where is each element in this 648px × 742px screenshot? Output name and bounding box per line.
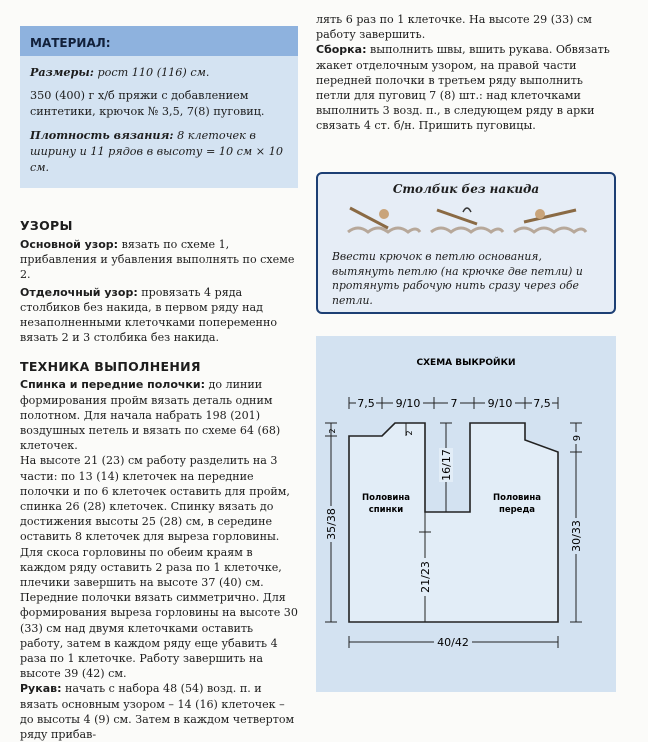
back-text: до линии формирования пройм вязать деталь одним полотном. Для начала набрать 198 (201) воздушных петель и вязать по схеме 64 (68) клеточек.: [20, 378, 281, 453]
left-column: [20, 26, 298, 742]
stitch-illustrations: [318, 200, 614, 244]
scheme-diagram: [316, 336, 616, 692]
right-column: [316, 12, 616, 134]
pattern-scheme: [316, 336, 616, 692]
left-small-dim: 2: [328, 428, 337, 434]
technique-heading: ТЕХНИКА ВЫПОЛНЕНИЯ: [20, 359, 201, 375]
left-dim: 35/38: [325, 508, 338, 540]
stitch-tip-box: [316, 172, 616, 314]
material-header: МАТЕРИАЛ:: [20, 26, 298, 56]
sleeve-text: начать с набора 48 (54) возд. п. и вязать основным узором – 14 (16) клеточек – до высоты 4 (9) см. Затем в каждом четвертом ряду прибав-: [20, 682, 295, 742]
split-text: На высоте 21 (23) см работу разделить на 3 части: по 13 (14) клеточек на передние полочки и по 6 клеточек оставить для пройм, спинка 26 (28) клеточек. Спинку вязать до достижения высоты 25 (28) см, в середине оставить 8 клеточек для выреза горловины. Для скоса горловины по обеим краям в каждом ряду оставить 2 раза по 1 клеточке, плечики завершить на высоте 37 (40) см. Передние полочки вязать симметрично. Для формирования выреза горловины на высоте 30 (33) см над двумя клеточками оставить работу, затем в каждом ряду еще убавить 4 раза по 1 клеточке. Работу завершить на высоте 39 (42) см.: [20, 454, 298, 681]
yarn-text: 350 (400) г х/б пряжи с добавлением синтетики, крючок № 3,5, 7(8) пуговиц.: [30, 89, 265, 118]
front-label-line-2: переда: [498, 505, 536, 515]
back-label-line-1: Половина: [362, 493, 410, 503]
finish-pattern-text: провязать 4 ряда столбиков без накида, в первом ряду над незаполненными клеточками попеременно вязать 2 и 3 столбика без накида.: [20, 285, 278, 345]
patterns-heading: УЗОРЫ: [20, 218, 73, 233]
material-box: [20, 26, 298, 188]
top-dim-3: 7: [450, 397, 458, 410]
pattern-outline: [349, 423, 558, 622]
neck-dim: 16/17: [440, 449, 453, 481]
sizes-value: рост 110 (116) см.: [93, 66, 210, 79]
sizes-label: Размеры:: [30, 65, 94, 79]
assembly-text: выполнить швы, вшить рукава. Обвязать жакет отделочным узором, на правой части передней полочки в третьем ряду выполнить петли для пуговиц 7 (8) шт.: над клеточками выполнить 3 возд. п., в следующем ряду в арки связать 4 ст. б/н. Пришить пуговицы.: [316, 43, 610, 133]
top-dim-5: 7,5: [533, 397, 551, 410]
main-pattern-label: Основной узор:: [20, 238, 119, 251]
finish-pattern-label: Отделочный узор:: [20, 285, 138, 299]
tip-title: Столбик без накида: [392, 182, 540, 196]
stitch-step-3-illustration: [510, 200, 588, 240]
top-dim-4: 9/10: [487, 397, 513, 410]
sleeve-continued: лять 6 раз по 1 клеточке. На высоте 29 (33) см работу завершить.: [316, 13, 592, 42]
density-label: Плотность вязания:: [30, 128, 174, 142]
top-dim-2: 9/10: [395, 397, 421, 410]
stitch-step-1-illustration: [344, 200, 422, 240]
main-pattern-text: вязать по схеме 1, прибавления и убавления выполнять по схеме 2.: [20, 238, 295, 282]
sleeve-label: Рукав:: [20, 682, 62, 696]
density-value: 8 клеточек в ширину и 11 рядов в высоту = 10 см × 10 см.: [30, 129, 283, 174]
bottom-dim: 40/42: [437, 636, 469, 649]
stitch-step-2-illustration: [427, 200, 505, 240]
right-dim: 30/33: [570, 520, 583, 552]
front-label-line-1: Половина: [493, 493, 541, 503]
scheme-title: СХЕМА ВЫКРОЙКИ: [416, 358, 516, 368]
top-dim-1: 7,5: [357, 397, 375, 410]
back-label: Спинка и передние полочки:: [20, 378, 206, 392]
tip-text: Ввести крючок в петлю основания, вытянуть петлю (на крючке две петли) и протянуть рабочую нить сразу через обе петли.: [332, 250, 583, 307]
right-small-dim: 9: [572, 434, 583, 442]
lower-dim: 21/23: [419, 561, 432, 593]
inner-small-dim: 2: [405, 430, 414, 436]
back-label-line-2: спинки: [368, 505, 404, 515]
assembly-label: Сборка:: [316, 43, 367, 57]
